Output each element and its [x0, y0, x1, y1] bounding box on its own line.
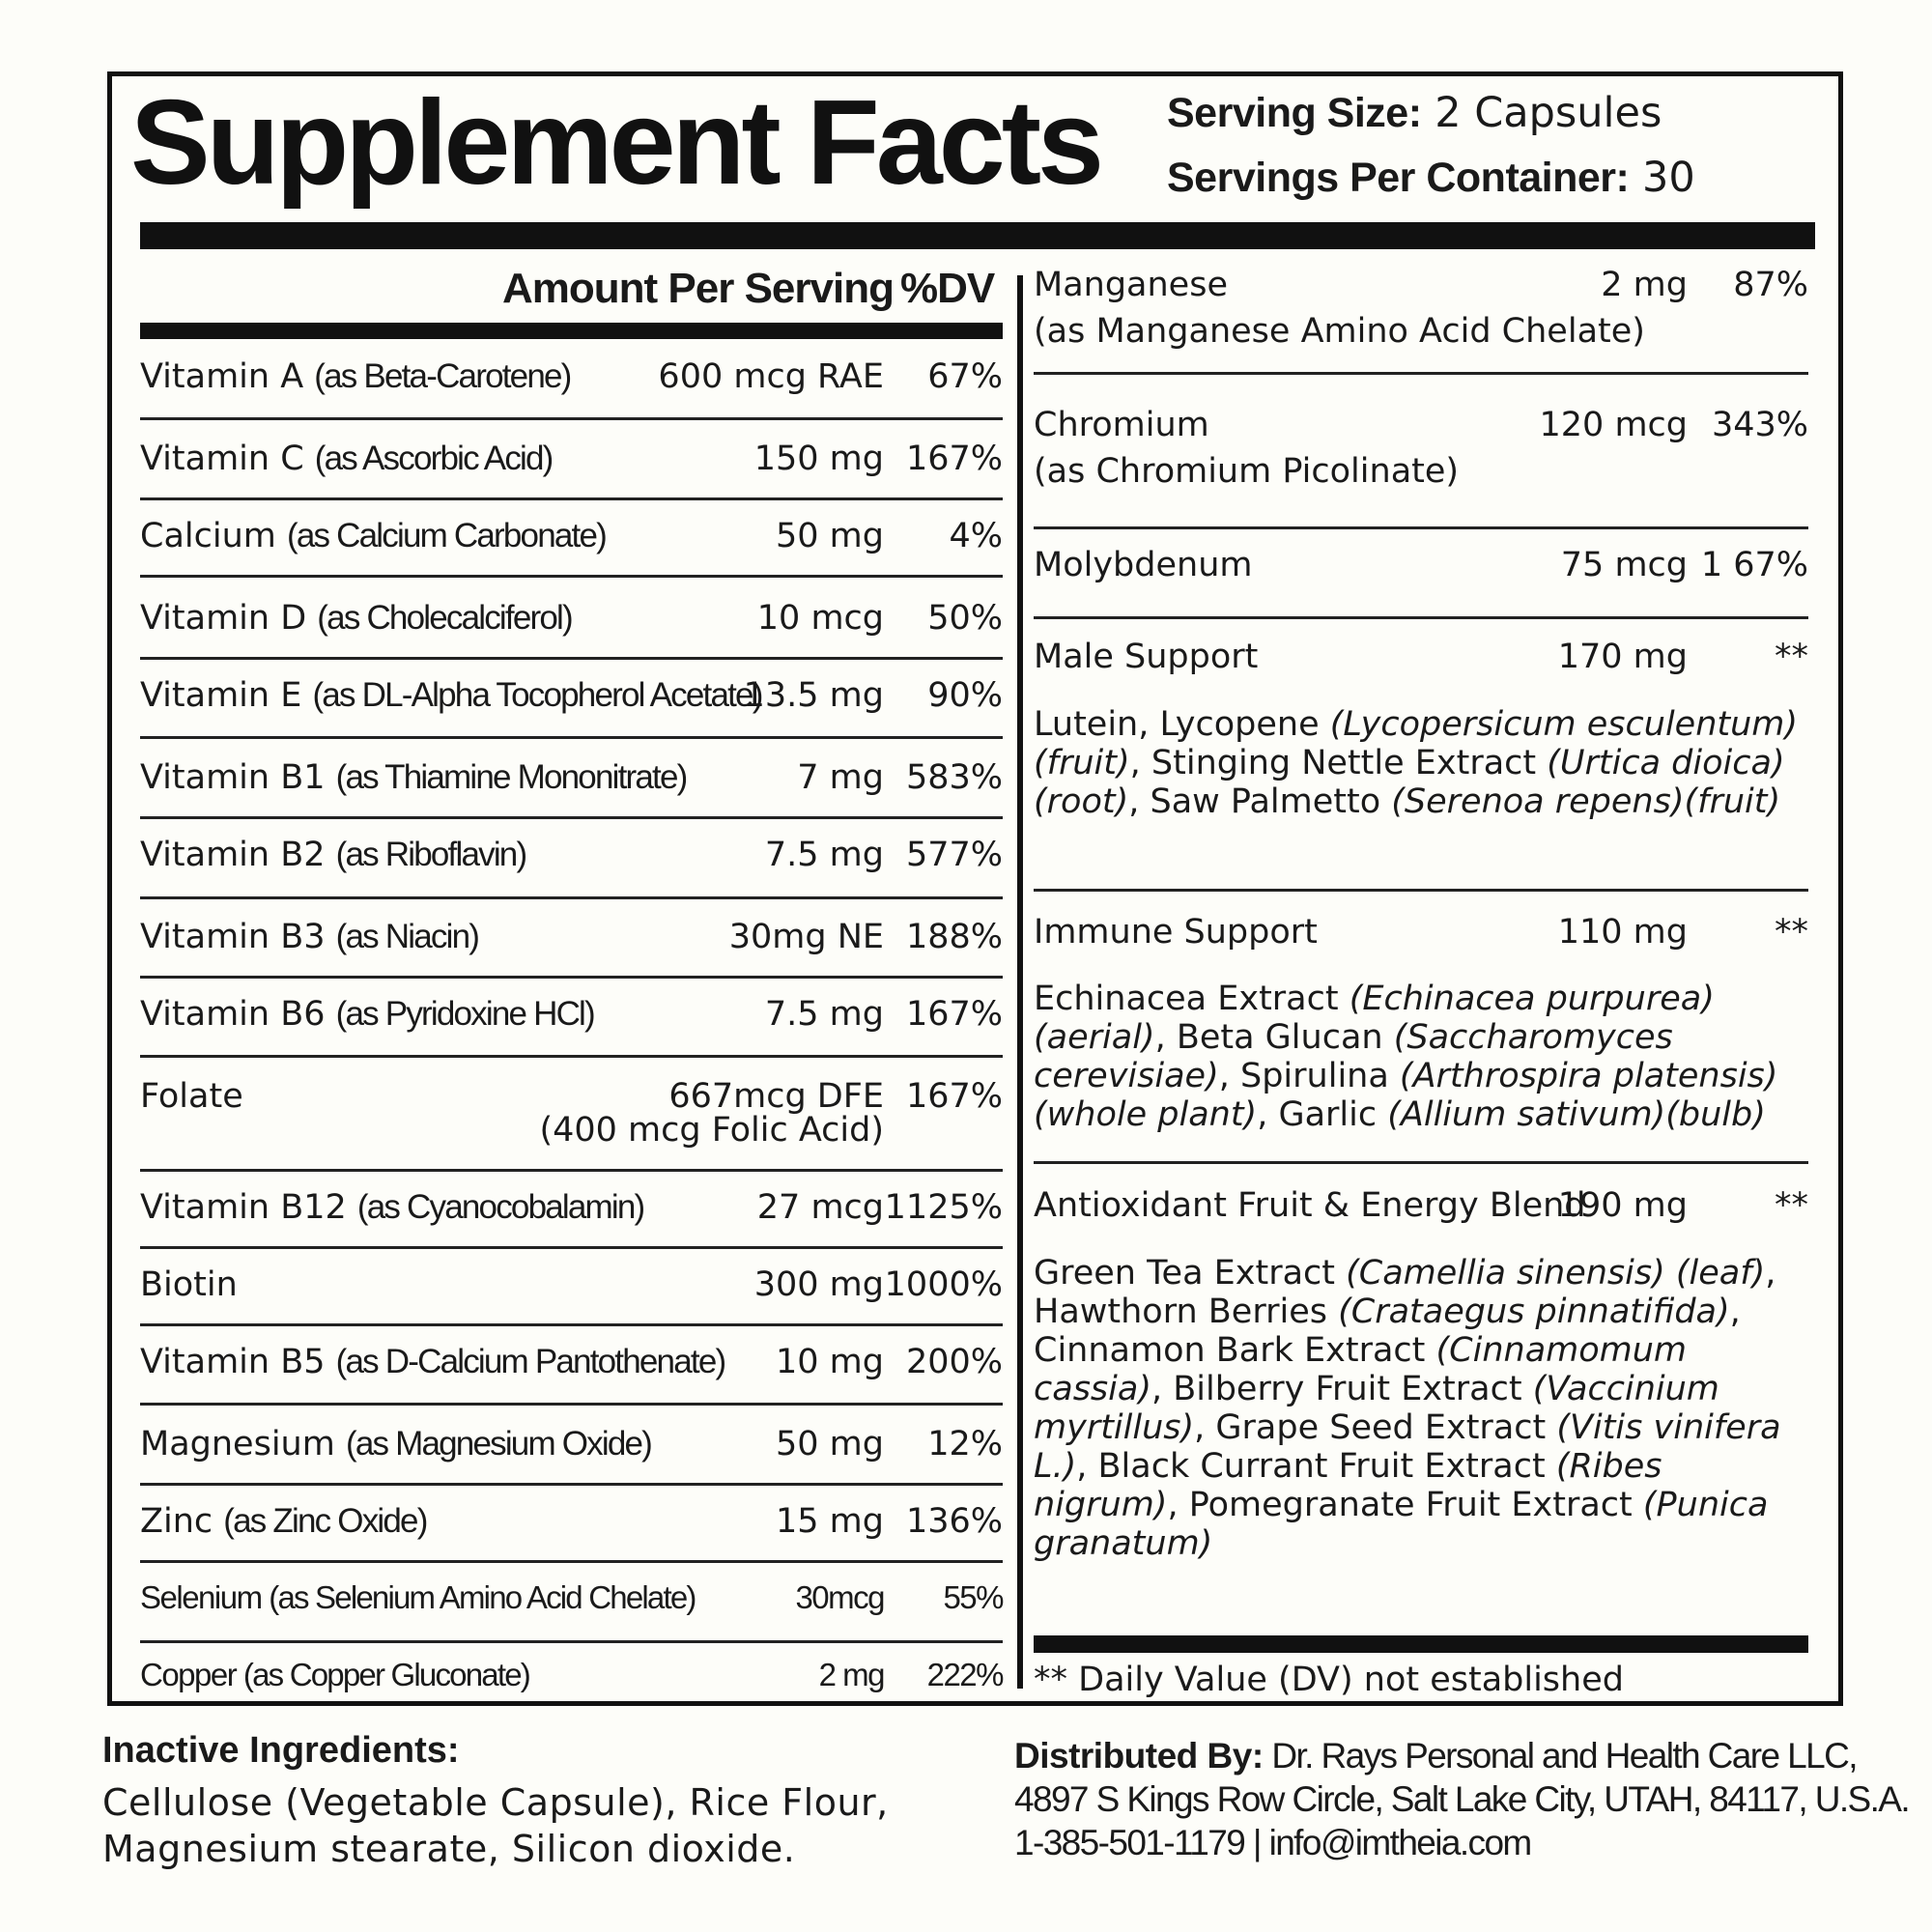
nutrient-amount: 600 mcg RAE	[658, 357, 884, 396]
blend-amount: 190 mg	[1557, 1186, 1688, 1225]
inactive-ingredients-text	[102, 1779, 972, 1872]
nutrient-name: Biotin	[140, 1265, 238, 1304]
nutrient-amount: 13.5 mg	[743, 676, 884, 715]
ingredient-text: , Cinnamon Bark Extract	[1034, 1293, 1741, 1370]
servings-per-container-value: 30	[1642, 154, 1695, 202]
nutrient-source: (as Thiamine Mononitrate)	[335, 758, 687, 796]
nutrient-amount: 667mcg DFE	[668, 1077, 884, 1116]
nutrient-dv: 90%	[927, 676, 1003, 715]
ingredient-latin: (Camellia sinensis) (leaf)	[1346, 1254, 1766, 1293]
ingredient-text: Echinacea Extract	[1034, 980, 1350, 1018]
page-title: Supplement Facts	[130, 76, 1100, 210]
nutrient-dv: 4%	[949, 517, 1003, 555]
ingredient-text: Lutein, Lycopene	[1034, 705, 1330, 744]
ingredient-text: , Grape Seed Extract	[1194, 1408, 1557, 1447]
nutrient-dv: 583%	[905, 758, 1003, 797]
nutrient-dv: 50%	[927, 599, 1003, 638]
ingredient-text: , Beta Glucan	[1154, 1018, 1394, 1057]
row-divider	[140, 657, 1003, 660]
nutrient-dv: 12%	[927, 1425, 1003, 1463]
row-divider	[1034, 526, 1808, 529]
column-divider	[1017, 275, 1023, 1689]
nutrient-dv: 577%	[905, 836, 1003, 874]
nutrient-source: (as Niacin)	[335, 918, 479, 955]
ingredient-latin: (Serenoa repens)(fruit)	[1391, 782, 1781, 821]
nutrient-name: Vitamin B1	[140, 758, 326, 797]
nutrient-dv: 167%	[905, 995, 1003, 1034]
blend-name: Immune Support	[1034, 913, 1318, 952]
row-divider	[140, 1169, 1003, 1172]
contact-separator: |	[1252, 1823, 1261, 1862]
mineral-name: Molybdenum	[1034, 546, 1253, 584]
distributor-line	[1014, 1734, 1909, 1777]
nutrient-amount: 150 mg	[753, 440, 884, 478]
mineral-source: (as Manganese Amino Acid Chelate)	[1034, 312, 1645, 351]
row-divider	[140, 1323, 1003, 1326]
row-divider	[140, 736, 1003, 739]
distributor-label: Distributed By:	[1014, 1736, 1264, 1776]
nutrient-name-cell	[140, 440, 553, 478]
ingredient-latin: (Saccharomyces cerevisiae)	[1034, 1018, 1673, 1095]
nutrient-name-cell	[140, 1502, 427, 1541]
mineral-name: Manganese	[1034, 266, 1228, 304]
distributor-info	[1014, 1734, 1909, 1864]
nutrient-name: Magnesium	[140, 1425, 335, 1463]
row-divider	[140, 1640, 1003, 1643]
nutrient-name-cell	[140, 836, 526, 874]
nutrient-name-cell	[140, 995, 594, 1034]
blend-ingredients	[1034, 705, 1808, 821]
row-divider	[140, 816, 1003, 819]
blend-dv: **	[1775, 1186, 1808, 1225]
nutrient-source: (as Ascorbic Acid)	[314, 440, 553, 477]
ingredient-text: , Saw Palmetto	[1128, 782, 1392, 821]
blend-name: Male Support	[1034, 638, 1259, 676]
nutrient-dv: 1000%	[884, 1265, 1003, 1304]
blend-name: Antioxidant Fruit & Energy Blend	[1034, 1186, 1586, 1225]
nutrient-name: Vitamin B3	[140, 918, 326, 956]
mineral-amount: 75 mcg	[1560, 546, 1688, 584]
row-divider	[140, 976, 1003, 979]
ingredient-latin: (Allium sativum)(bulb)	[1387, 1095, 1766, 1134]
nutrient-amount: 2 mg	[818, 1657, 884, 1692]
nutrient-amount: 30mcg	[795, 1579, 884, 1615]
inactive-line: Cellulose (Vegetable Capsule), Rice Flour,	[102, 1781, 889, 1824]
ingredient-latin: (Vaccinium myrtillus)	[1034, 1370, 1719, 1447]
nutrient-amount: 27 mcg	[756, 1188, 884, 1227]
nutrient-dv: 55%	[943, 1579, 1003, 1615]
nutrient-name-cell	[140, 1077, 243, 1116]
nutrient-name: Folate	[140, 1077, 243, 1116]
nutrient-source: (as Zinc Oxide)	[223, 1502, 427, 1540]
nutrient-source: (as Magnesium Oxide)	[345, 1425, 652, 1463]
row-divider	[140, 1055, 1003, 1058]
ingredient-latin: (Lycopersicum esculentum)(fruit)	[1034, 705, 1799, 782]
nutrient-name: Vitamin B5	[140, 1343, 326, 1381]
nutrient-source: (as D-Calcium Pantothenate)	[335, 1343, 725, 1380]
nutrient-source: (as Beta-Carotene)	[314, 357, 571, 395]
nutrient-amount-sub: (400 mcg Folic Acid)	[539, 1111, 884, 1150]
nutrient-amount: 7.5 mg	[764, 836, 884, 874]
nutrient-name-cell	[140, 758, 687, 797]
nutrient-dv: 67%	[927, 357, 1003, 396]
nutrient-name: Zinc	[140, 1502, 213, 1541]
nutrient-name-cell	[140, 517, 606, 555]
row-divider	[140, 575, 1003, 578]
nutrient-source: (as Copper Gluconate)	[242, 1657, 529, 1692]
ingredient-text: , Garlic	[1257, 1095, 1388, 1134]
distributor-address: 4897 S Kings Row Circle, Salt Lake City, UTAH, 84117, U.S.A.	[1014, 1779, 1910, 1819]
ingredient-text: , Black Currant Fruit Extract	[1076, 1447, 1556, 1486]
blend-amount: 110 mg	[1557, 913, 1688, 952]
nutrient-dv: 167%	[905, 440, 1003, 478]
nutrient-amount: 300 mg	[753, 1265, 884, 1304]
nutrient-amount: 50 mg	[776, 517, 884, 555]
row-divider	[140, 1560, 1003, 1563]
nutrient-name: Calcium	[140, 517, 276, 555]
nutrient-dv: 167%	[905, 1077, 1003, 1116]
nutrient-name-cell	[140, 599, 572, 638]
nutrient-name-cell	[140, 676, 762, 715]
ingredient-latin: (Urtica dioica) (root)	[1034, 744, 1785, 821]
row-divider	[1034, 616, 1808, 619]
header-divider-bar	[140, 222, 1815, 249]
nutrient-name: Vitamin B2	[140, 836, 326, 874]
ingredient-text: , Pomegranate Fruit Extract	[1167, 1486, 1643, 1524]
ingredient-latin: (Vitis vinifera L.)	[1034, 1408, 1781, 1486]
nutrient-dv: 188%	[905, 918, 1003, 956]
nutrient-source: (as Riboflavin)	[335, 836, 526, 873]
blend-ingredients	[1034, 980, 1808, 1134]
ingredient-latin: (Cinnamomum cassia)	[1034, 1331, 1688, 1408]
mineral-name: Chromium	[1034, 406, 1209, 444]
ingredient-text: , Spirulina	[1218, 1057, 1400, 1095]
nutrient-name: Vitamin C	[140, 440, 304, 478]
mineral-amount: 2 mg	[1601, 266, 1688, 304]
nutrient-dv: 200%	[905, 1343, 1003, 1381]
row-divider	[1034, 372, 1808, 375]
nutrient-amount: 7 mg	[797, 758, 884, 797]
row-divider	[1034, 889, 1808, 892]
nutrient-name-cell	[140, 1265, 238, 1304]
row-divider	[140, 896, 1003, 899]
nutrient-name-cell	[140, 1657, 529, 1693]
row-divider	[140, 497, 1003, 500]
ingredient-latin: (Punica granatum)	[1034, 1486, 1769, 1563]
nutrient-source: (as Cyanocobalamin)	[356, 1188, 644, 1226]
blend-ingredients	[1034, 1254, 1808, 1563]
row-divider	[140, 417, 1003, 420]
nutrient-dv: 222%	[926, 1657, 1003, 1692]
nutrient-name: Vitamin D	[140, 599, 307, 638]
distributor-name: Dr. Rays Personal and Health Care LLC,	[1271, 1736, 1857, 1776]
nutrient-amount: 50 mg	[776, 1425, 884, 1463]
nutrient-name: Selenium	[140, 1579, 262, 1615]
blend-dv: **	[1775, 913, 1808, 952]
nutrient-name-cell	[140, 1343, 724, 1381]
footnote: ** Daily Value (DV) not established	[1034, 1661, 1624, 1699]
mineral-dv: 87%	[1733, 266, 1808, 304]
nutrient-source: (as Cholecalciferol)	[317, 599, 572, 637]
ingredient-latin: (Arthrospira platensis) (whole plant)	[1034, 1057, 1778, 1134]
nutrient-name-cell	[140, 357, 571, 396]
ingredient-text: , Bilberry Fruit Extract	[1151, 1370, 1533, 1408]
nutrient-name-cell	[140, 1579, 696, 1616]
mineral-source: (as Chromium Picolinate)	[1034, 452, 1460, 491]
nutrient-dv: 1125%	[884, 1188, 1003, 1227]
mineral-dv: 343%	[1711, 406, 1808, 444]
ingredient-text: , Hawthorn Berries	[1034, 1254, 1776, 1331]
inactive-ingredients-label: Inactive Ingredients:	[102, 1730, 460, 1771]
ingredient-latin: (Crataegus pinnatifida)	[1338, 1293, 1730, 1331]
nutrient-name-cell	[140, 1425, 651, 1463]
nutrient-source: (as Selenium Amino Acid Chelate)	[269, 1579, 696, 1615]
nutrient-dv: 136%	[905, 1502, 1003, 1541]
nutrient-name-cell	[140, 1188, 643, 1227]
row-divider	[140, 1246, 1003, 1249]
footnote-bar	[1034, 1635, 1808, 1653]
serving-size-label: Serving Size:	[1167, 90, 1422, 136]
ingredient-text: , Stinging Nettle Extract	[1129, 744, 1548, 782]
distributor-phone: 1-385-501-1179	[1014, 1823, 1245, 1862]
nutrient-amount: 30mg NE	[728, 918, 884, 956]
row-divider	[140, 1403, 1003, 1406]
servings-per-container-label: Servings Per Container:	[1167, 155, 1630, 201]
blend-dv: **	[1775, 638, 1808, 676]
ingredient-latin: (Echinacea purpurea) (aerial)	[1034, 980, 1715, 1057]
nutrient-amount: 7.5 mg	[764, 995, 884, 1034]
nutrient-name: Vitamin B6	[140, 995, 326, 1034]
blend-amount: 170 mg	[1557, 638, 1688, 676]
mineral-dv: 1 67%	[1700, 546, 1808, 584]
nutrient-name: Vitamin E	[140, 676, 302, 715]
row-divider	[140, 1483, 1003, 1486]
nutrient-amount: 15 mg	[776, 1502, 884, 1541]
amount-per-serving-header: Amount Per Serving	[502, 265, 894, 312]
nutrient-source: (as Pyridoxine HCl)	[335, 995, 594, 1033]
nutrient-name-cell	[140, 918, 478, 956]
nutrient-name: Vitamin A	[140, 357, 304, 396]
nutrient-name: Vitamin B12	[140, 1188, 347, 1227]
serving-size-value: 2 Capsules	[1435, 89, 1662, 137]
dv-header: %DV	[900, 265, 995, 312]
ingredient-text: Green Tea Extract	[1034, 1254, 1347, 1293]
serving-size	[1167, 89, 1662, 137]
nutrient-source: (as Calcium Carbonate)	[287, 517, 606, 554]
nutrient-source: (as DL-Alpha Tocopherol Acetate)	[312, 676, 762, 714]
servings-per-container	[1167, 154, 1695, 202]
nutrient-name: Copper	[140, 1657, 237, 1692]
row-divider	[1034, 1161, 1808, 1164]
left-header-bar	[140, 323, 1003, 339]
distributor-contact	[1014, 1821, 1909, 1864]
ingredient-latin: (Ribes nigrum)	[1034, 1447, 1662, 1524]
distributor-email: info@imtheia.com	[1268, 1823, 1531, 1862]
mineral-amount: 120 mcg	[1539, 406, 1688, 444]
inactive-line: Magnesium stearate, Silicon dioxide.	[102, 1828, 796, 1870]
nutrient-amount: 10 mg	[776, 1343, 884, 1381]
nutrient-amount: 10 mcg	[756, 599, 884, 638]
